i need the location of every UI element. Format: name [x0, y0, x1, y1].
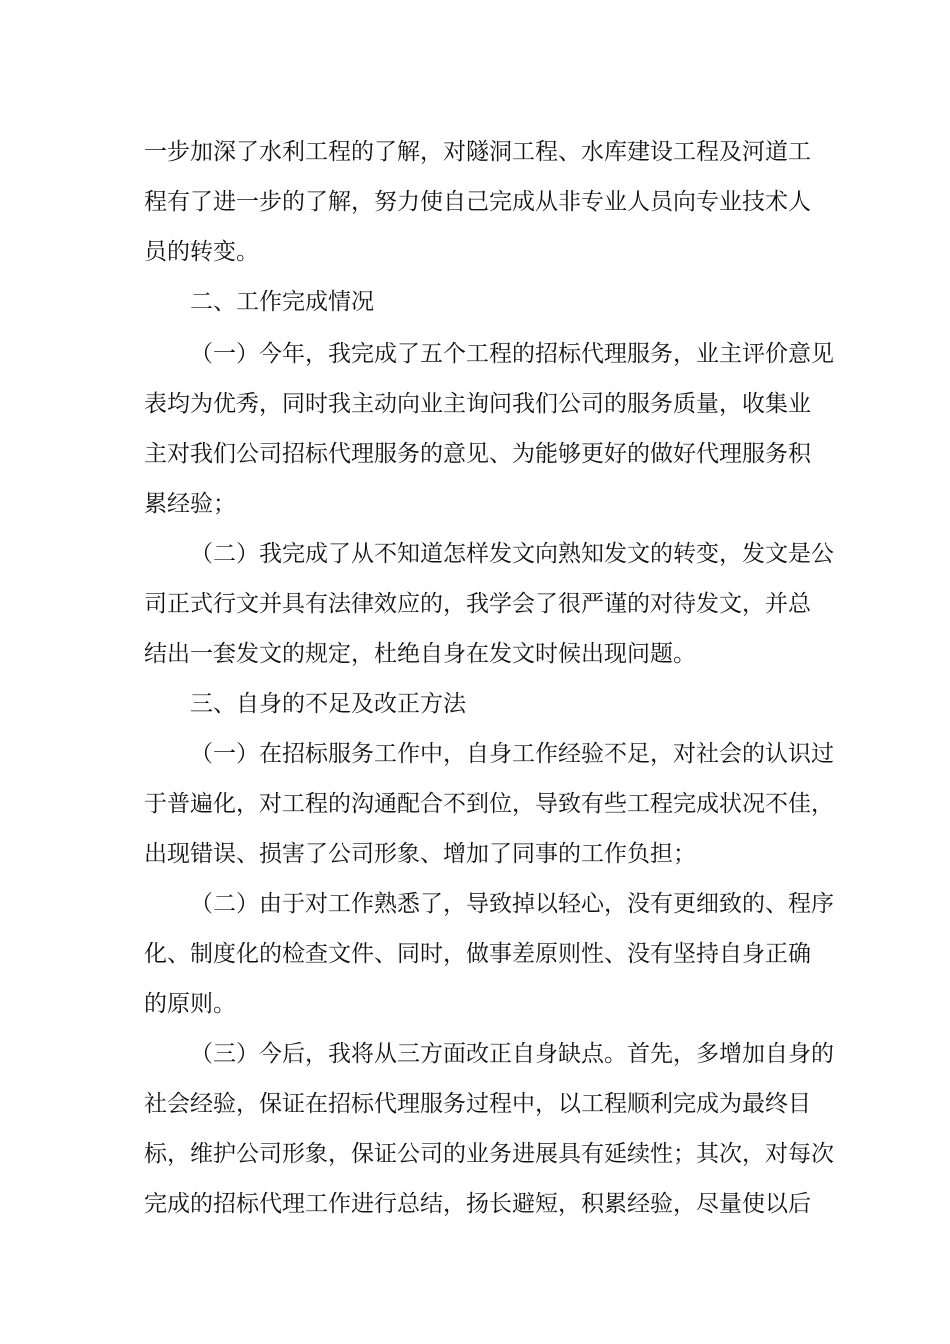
- paragraph-line: 一步加深了水利工程的了解，对隧洞工程、水库建设工程及河道工: [144, 139, 811, 165]
- paragraph-line: （一）在招标服务工作中，自身工作经验不足，对社会的认识过: [190, 741, 834, 767]
- paragraph-line: 结出一套发文的规定，杜绝自身在发文时候出现问题。: [144, 641, 696, 667]
- paragraph-line: 于普遍化，对工程的沟通配合不到位，导致有些工程完成状况不佳，: [144, 791, 834, 817]
- section-heading: 三、自身的不足及改正方法: [190, 691, 466, 717]
- paragraph-line: 表均为优秀，同时我主动向业主询问我们公司的服务质量，收集业: [144, 391, 811, 417]
- paragraph-line: 员的转变。: [144, 239, 259, 265]
- paragraph-line: 累经验；: [144, 491, 236, 517]
- paragraph-line: （一）今年，我完成了五个工程的招标代理服务，业主评价意见: [190, 341, 834, 367]
- paragraph-line: 主对我们公司招标代理服务的意见、为能够更好的做好代理服务积: [144, 441, 811, 467]
- paragraph-line: 完成的招标代理工作进行总结，扬长避短，积累经验，尽量使以后: [144, 1191, 811, 1217]
- paragraph-line: （二）我完成了从不知道怎样发文向熟知发文的转变，发文是公: [190, 541, 834, 567]
- paragraph-line: 标，维护公司形象，保证公司的业务进展具有延续性；其次，对每次: [144, 1141, 834, 1167]
- paragraph-line: （二）由于对工作熟悉了，导致掉以轻心，没有更细致的、程序: [190, 891, 834, 917]
- section-heading: 二、工作完成情况: [190, 289, 374, 315]
- paragraph-line: 社会经验，保证在招标代理服务过程中，以工程顺利完成为最终目: [144, 1091, 811, 1117]
- paragraph-line: 的原则。: [144, 991, 236, 1017]
- paragraph-line: 出现错误、损害了公司形象、增加了同事的工作负担；: [144, 841, 696, 867]
- paragraph-line: 程有了进一步的了解，努力使自己完成从非专业人员向专业技术人: [144, 189, 811, 215]
- paragraph-line: （三）今后，我将从三方面改正自身缺点。首先，多增加自身的: [190, 1041, 834, 1067]
- paragraph-line: 司正式行文并具有法律效应的，我学会了很严谨的对待发文，并总: [144, 591, 811, 617]
- paragraph-line: 化、制度化的检查文件、同时，做事差原则性、没有坚持自身正确: [144, 941, 811, 967]
